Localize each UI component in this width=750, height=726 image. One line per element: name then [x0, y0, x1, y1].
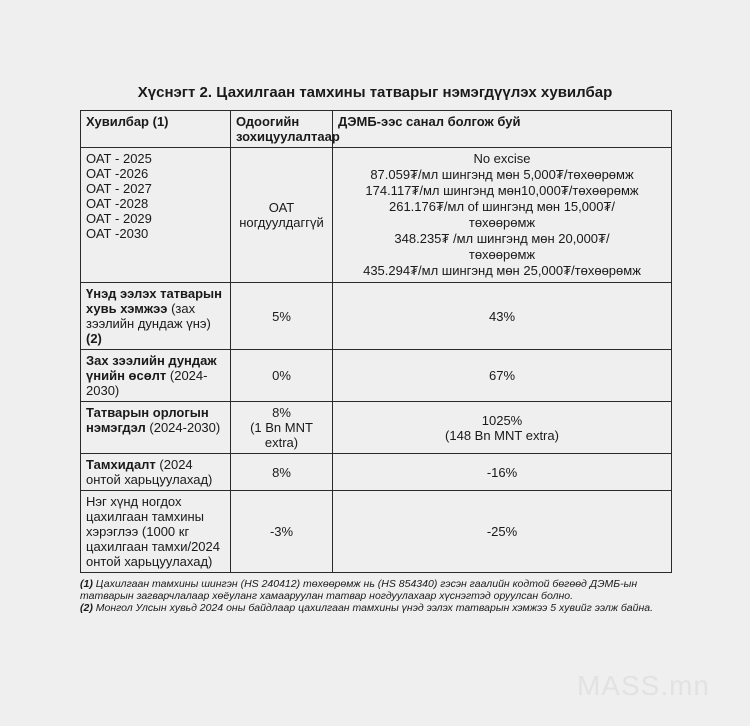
who-extra: (148 Bn MNT extra) — [445, 427, 559, 443]
who-value: 43% — [333, 283, 672, 350]
year-list — [81, 148, 231, 283]
who-value: 87.059₮/мл шингэнд мөн 5,000₮/төхөөрөмж — [370, 167, 634, 182]
who-values-cell — [333, 148, 672, 283]
tax-scenario-table — [80, 110, 672, 573]
table-row — [81, 491, 672, 573]
row-label: Нэг хүнд ногдох цахилгаан тамхины хэрэглээ (1000 кг цахилгаан тамхи/2024 онтой харьцуулахад) — [81, 491, 231, 573]
year-item: ОАТ -2030 — [86, 226, 149, 241]
year-item: ОАТ -2028 — [86, 196, 149, 211]
who-pct: 1025% — [481, 412, 523, 428]
footnotes — [80, 578, 672, 614]
current-value: 8% — [231, 454, 333, 491]
who-value: 67% — [333, 350, 672, 402]
year-item: ОАТ - 2029 — [86, 211, 152, 226]
year-item: ОАТ - 2025 — [86, 151, 152, 166]
current-extra: (1 Bn MNT extra) — [250, 420, 313, 450]
who-value — [333, 402, 672, 454]
year-item: ОАТ - 2027 — [86, 181, 152, 196]
row-label: Зах зээлийн дундаж үнийн өсөлт (2024-2030) — [81, 350, 231, 402]
who-value: -16% — [333, 454, 672, 491]
row-label: Тамхидалт (2024 онтой харьцуулахад) — [81, 454, 231, 491]
header-current-regulation: Одоогийн зохицуулалтаар — [231, 111, 333, 148]
current-regulation-cell: ОАТ ногдуулдаггүй — [231, 148, 333, 283]
header-scenario: Хувилбар (1) — [81, 111, 231, 148]
current-pct: 8% — [272, 405, 291, 420]
row-label: Татварын орлогын нэмэгдэл (2024-2030) — [81, 402, 231, 454]
who-value: 435.294₮/мл шингэнд мөн 25,000₮/төхөөрөмж — [363, 263, 641, 278]
table-row — [81, 148, 672, 283]
current-value: 0% — [231, 350, 333, 402]
current-value: -3% — [231, 491, 333, 573]
who-value: 261.176₮/мл of шингэнд мөн 15,000₮/төхөөрөмж — [388, 199, 616, 230]
watermark-logo: MASS.mn — [576, 670, 710, 701]
table-row — [81, 283, 672, 350]
year-item: ОАТ -2026 — [86, 166, 149, 181]
who-value: 348.235₮ /мл шингэнд мөн 20,000₮/төхөөрөмж — [394, 231, 610, 262]
current-value — [231, 402, 333, 454]
footnote-1: (1) Цахилгаан тамхины шингэн (HS 240412) төхөөрөмж нь (HS 854340) гэсэн гаалийн кодтой бөгөөд ДЭМБ-ын татварын загварчлалаар хөёуланг хамааруулан татвар ногдуулахаар хүснэгтэд оруулсан болно. — [80, 578, 638, 602]
who-value: 174.117₮/мл шингэнд мөн10,000₮/төхөөрөмж — [365, 183, 639, 198]
current-value: 5% — [231, 283, 333, 350]
row-label: Үнэд ээлэх татварын хувь хэмжээ (зах зээлийн дундаж үнэ) (2) — [81, 283, 231, 350]
table-title: Хүснэгт 2. Цахилгаан тамхины татварыг нэмэгдүүлэх хувилбар — [137, 84, 613, 101]
table-row — [81, 350, 672, 402]
footnote-2: (2) Монгол Улсын хувьд 2024 оны байдлаар цахилгаан тамхины үнэд ээлэх татварын хэмжээ 5 хувийг ээлж байна. — [80, 602, 654, 614]
header-row — [81, 111, 672, 148]
header-who-recommended: ДЭМБ-ээс санал болгож буй — [333, 111, 672, 148]
who-value: No excise — [473, 151, 531, 166]
table-row — [81, 454, 672, 491]
who-value: -25% — [333, 491, 672, 573]
table-row — [81, 402, 672, 454]
